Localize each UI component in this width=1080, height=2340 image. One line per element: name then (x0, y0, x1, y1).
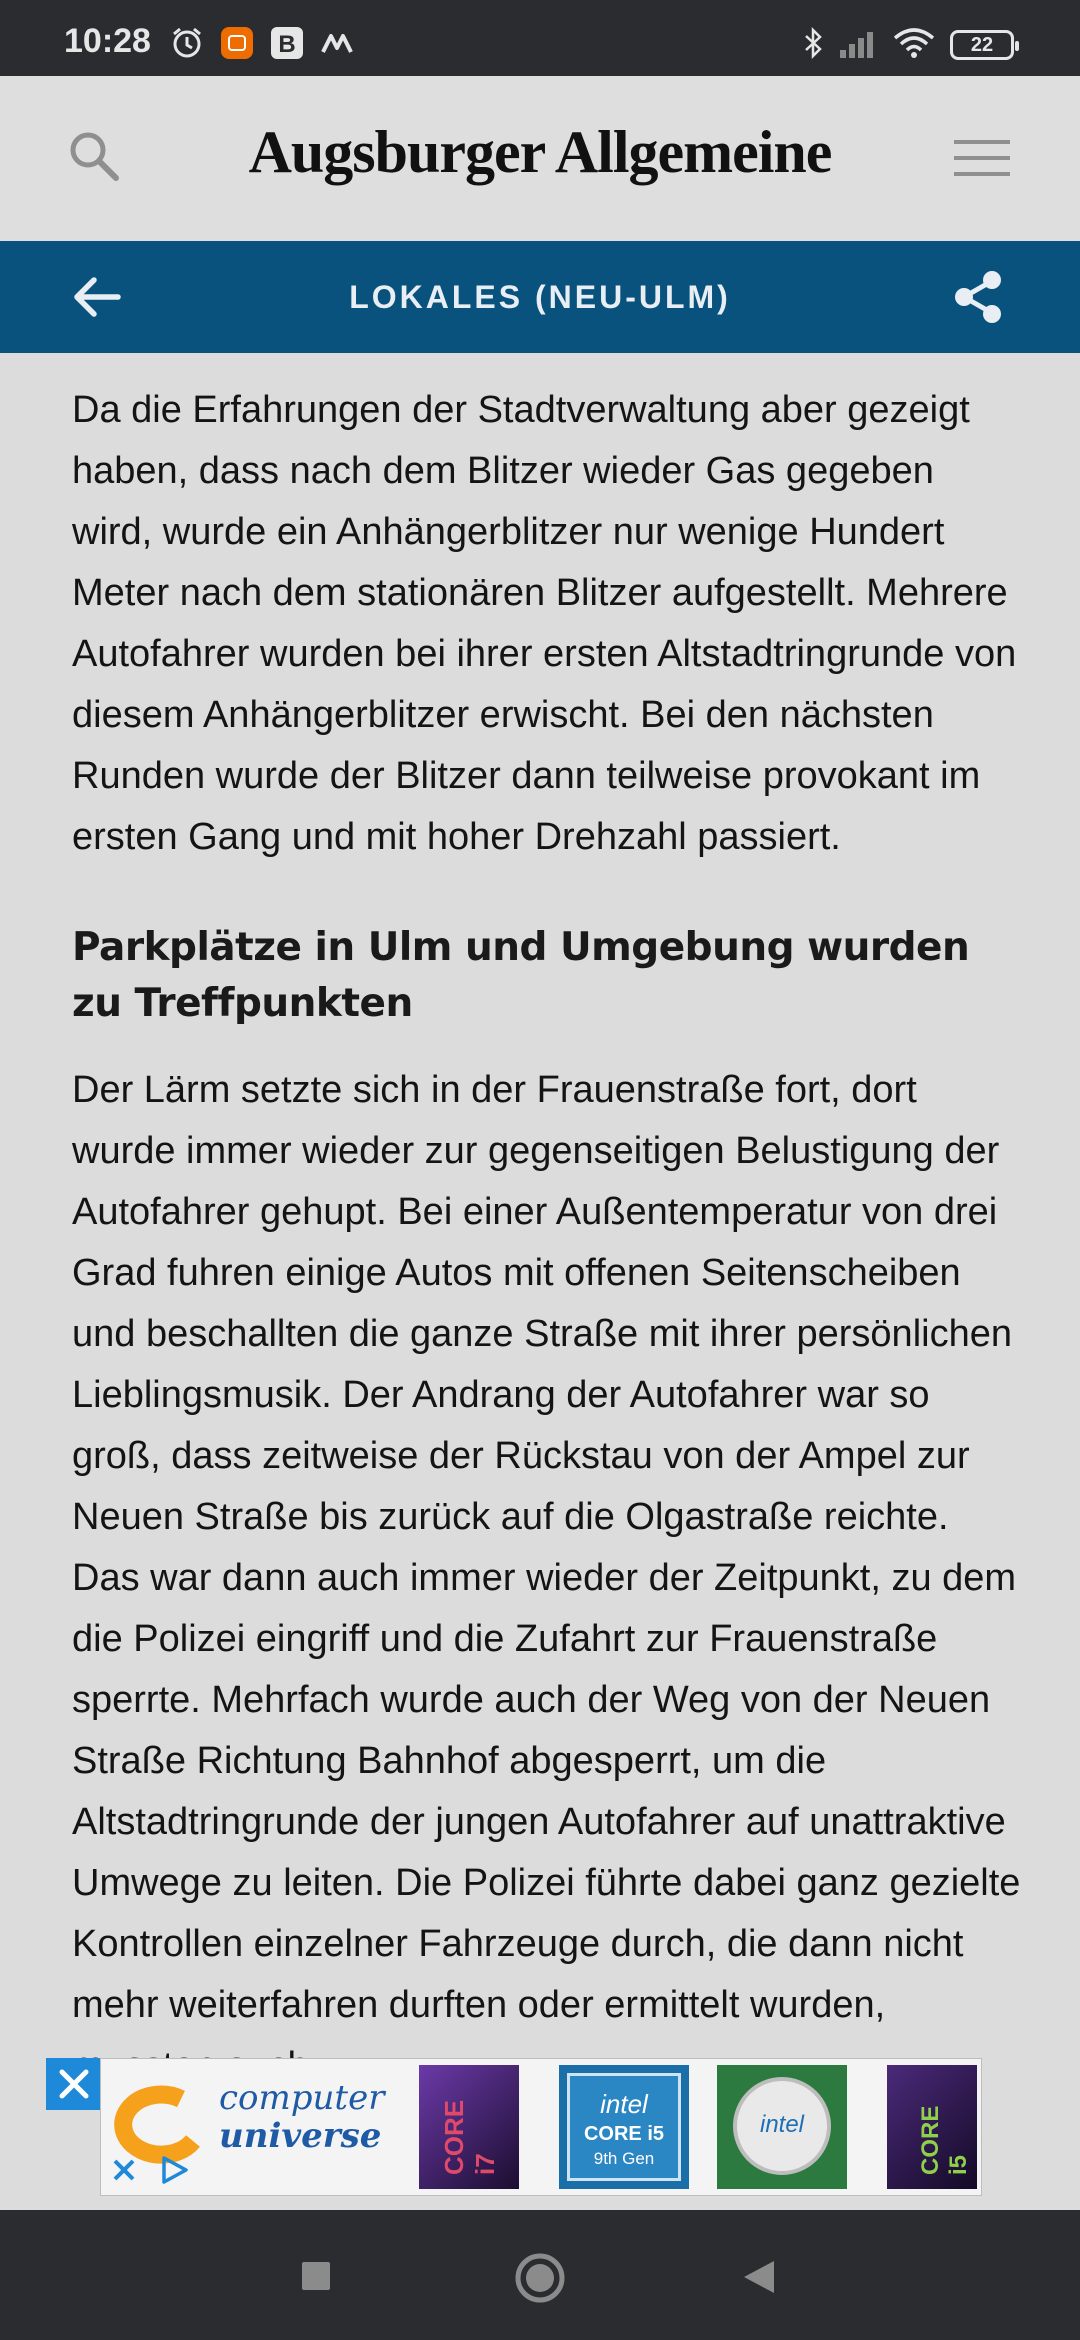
article-paragraph: Da die Erfahrungen der Stadtverwaltung aber gezeigt haben, dass nach dem Blitzer wieder Gas gegeben wird, wurde ein Anhängerblitzer nur wenige Hundert Meter nach dem stationären Blitzer aufgestellt. Mehrere Autofahrer wurden bei ihrer ersten Altstadtringrunde von diesem Anhängerblitzer erwischt. Bei den nächsten Runden wurde der Blitzer dann teilweise provokant im ersten Gang und mit hoher Drehzahl passiert. (72, 389, 1017, 858)
b-app-icon (270, 26, 304, 60)
intel-cooler-label: intel (759, 2111, 805, 2138)
wifi-icon (892, 26, 936, 60)
ad-brand-line1: computer (219, 2078, 385, 2118)
mi-app-icon (220, 26, 254, 60)
close-icon (46, 2058, 102, 2110)
section-bar (0, 241, 1080, 353)
core-i7-label: CORE i7 (439, 2099, 500, 2175)
section-title: LOKALES (NEU-ULM) (349, 279, 731, 315)
core-i5-box-image (559, 2065, 689, 2189)
alarm-icon (170, 26, 204, 60)
ad-close-button[interactable] (46, 2058, 102, 2110)
intel-label: intel (600, 2089, 648, 2119)
status-bar (0, 0, 1080, 76)
article-body (72, 380, 1022, 2097)
hamburger-menu-icon[interactable] (954, 138, 1010, 178)
ad-brand-line2: universe (219, 2116, 382, 2156)
battery-icon: 22 (950, 30, 1014, 60)
gen-label: 9th Gen (593, 2149, 655, 2168)
ad-choices-play-icon[interactable] (157, 2153, 191, 2187)
core-i7-box-image (419, 2065, 519, 2189)
bluetooth-icon (796, 26, 830, 60)
core-i5b-box-image (887, 2065, 977, 2189)
share-icon[interactable] (950, 269, 1006, 325)
home-circle-icon[interactable] (514, 2252, 566, 2304)
core-i5b-label: CORE i5 (917, 2105, 972, 2175)
m-app-icon (320, 26, 354, 60)
article-subheading: Parkplätze in Ulm und Umgebung wurden zu Treffpunkten (72, 925, 970, 1026)
brand-logo[interactable]: Augsburger Allgemeine (248, 119, 832, 185)
intel-cooler-image (717, 2065, 847, 2189)
signal-icon (838, 26, 880, 60)
ad-choices-close-icon[interactable] (109, 2155, 139, 2185)
recents-square-icon[interactable] (300, 2260, 332, 2292)
back-triangle-icon[interactable] (740, 2258, 778, 2296)
status-time: 10:28 (64, 22, 151, 60)
masthead (0, 76, 1080, 241)
svg-text:B: B (278, 31, 296, 58)
ad-banner[interactable] (100, 2058, 982, 2196)
core-i5-label: CORE i5 (583, 2123, 665, 2145)
article-paragraph: Der Lärm setzte sich in der Frauenstraße fort, dort wurde immer wieder zur gegenseitigen Belustigung der Autofahrer gehupt. Bei einer Außentemperatur von drei Grad fuhren einige Autos mit offenen Seitenscheiben und beschallten die ganze Straße mit ihrer persönlichen Lieblingsmusik. Der Andrang der Autofahrer war so groß, dass zeitweise der Rückstau von der Ampel zur Neuen Straße bis zurück auf die Olgastraße reichte. Das war dann auch immer wieder der Zeitpunkt, zu dem die Polizei eingriff und die Zufahrt zur Frauenstraße sperrte. Mehrfach wurde auch der Weg von der Neuen Straße Richtung Bahnhof abgesperrt, um die Altstadtringrunde der jungen Autofahrer auf unattraktive Umwege zu leiten. Die Polizei führte dabei ganz gezielte Kontrollen einzelner Fahrzeuge durch, die dann nicht mehr weiterfahren durften oder ermittelt wurden, (72, 1069, 1021, 2026)
system-nav-bar (0, 2210, 1080, 2340)
ad-brand-name (219, 2079, 384, 2155)
